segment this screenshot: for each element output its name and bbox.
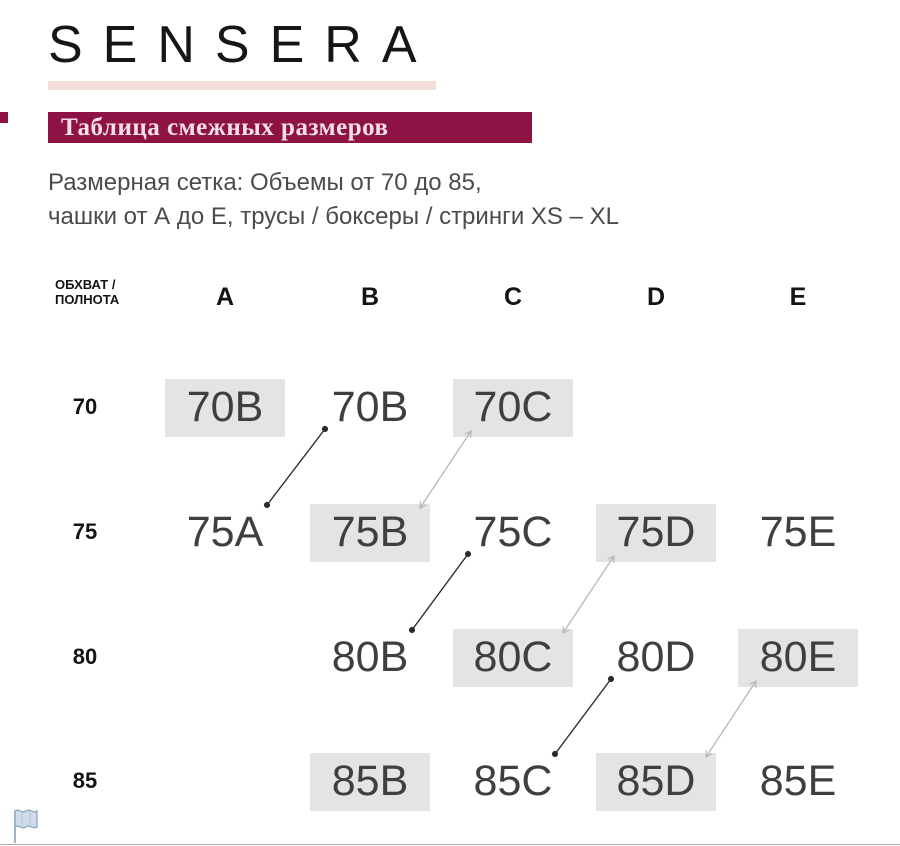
- subtitle-line-1: Размерная сетка: Объемы от 70 до 85,: [48, 169, 482, 196]
- flag-icon: [6, 802, 46, 846]
- size-cell-75B: 75B: [310, 504, 430, 562]
- row-label-70: 70: [72, 394, 98, 419]
- size-cell-80D: 80D: [616, 633, 696, 681]
- row-label-80: 80: [72, 644, 98, 669]
- column-header-B: B: [360, 283, 380, 311]
- corner-header: [55, 277, 119, 307]
- column-header-A: A: [215, 283, 235, 311]
- size-cell-80E: 80E: [738, 629, 858, 687]
- corner-header-line-2: ПОЛНОТА: [55, 292, 120, 307]
- size-cell-70C: 70C: [453, 379, 573, 437]
- row-label-75: 75: [72, 519, 98, 544]
- size-cell-85B: 85B: [310, 753, 430, 811]
- column-header-D: D: [646, 283, 666, 311]
- size-cell-70B: 70B: [165, 379, 285, 437]
- size-cell-75D: 75D: [596, 504, 716, 562]
- brand-logo: SENSERA: [48, 16, 437, 74]
- size-cell-80B: 80B: [331, 633, 409, 681]
- size-cell-75E: 75E: [759, 508, 837, 556]
- corner-header-line-1: ОБХВАТ /: [55, 277, 116, 292]
- size-cell-75C: 75C: [473, 508, 553, 556]
- size-cell-85D: 85D: [596, 753, 716, 811]
- bottom-border: [0, 844, 900, 845]
- size-cell-70B: 70B: [331, 383, 409, 431]
- column-header-E: E: [789, 283, 807, 311]
- subtitle-line-2: чашки от А до Е, трусы / боксеры / стринги XS – XL: [48, 203, 619, 230]
- size-cell-80C: 80C: [453, 629, 573, 687]
- row-label-85: 85: [72, 768, 98, 793]
- size-cell-85C: 85C: [473, 757, 553, 805]
- page-title: Таблица смежных размеров: [48, 112, 532, 143]
- column-header-C: C: [503, 283, 523, 311]
- size-cell-75A: 75A: [186, 508, 264, 556]
- size-cell-85E: 85E: [759, 757, 837, 805]
